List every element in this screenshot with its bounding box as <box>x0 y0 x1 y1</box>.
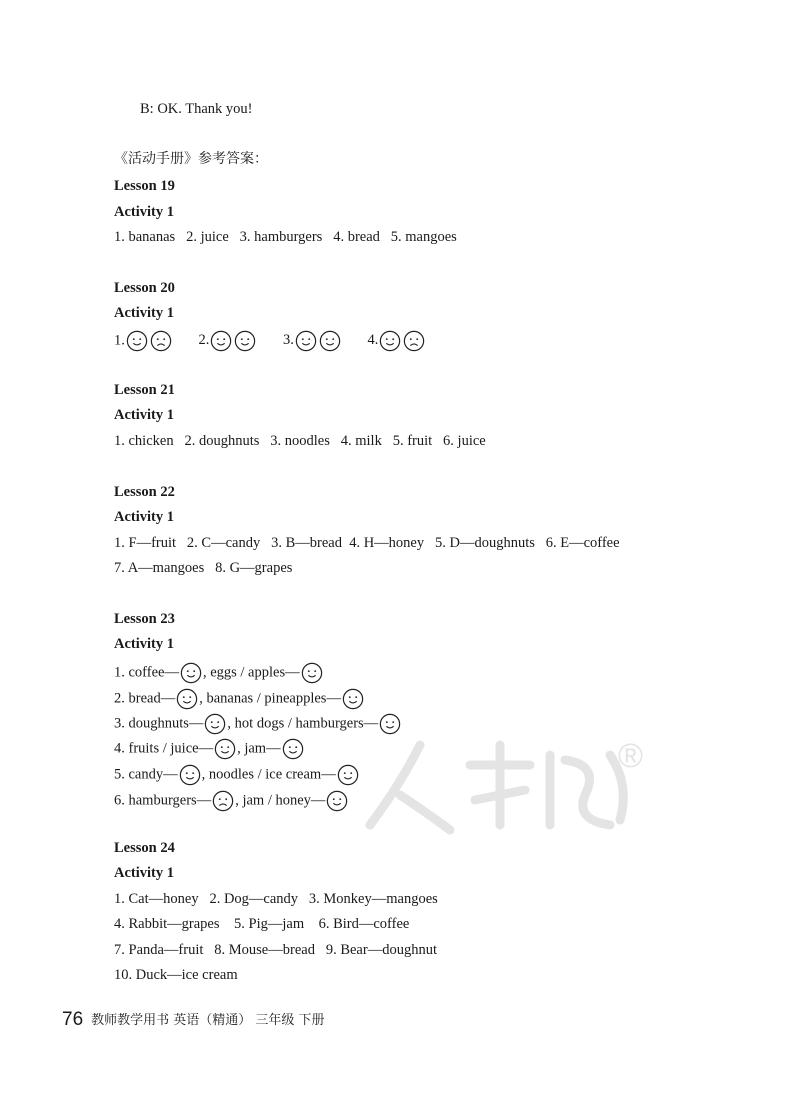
answer-text: 2. bread— <box>114 690 176 707</box>
sad-face-icon <box>150 330 172 352</box>
answer-text: , jam / honey— <box>235 792 326 809</box>
lesson-21-activity: Activity 1 <box>114 407 174 423</box>
lesson-21-answers: 1. chicken 2. doughnuts 3. noodles 4. milk 5. fruit 6. juice <box>114 433 486 449</box>
lesson-20-activity: Activity 1 <box>114 305 174 321</box>
happy-face-icon <box>337 764 359 786</box>
sad-face-icon <box>212 790 234 812</box>
lesson-20-title: Lesson 20 <box>114 280 175 296</box>
happy-face-icon <box>301 662 323 684</box>
happy-face-icon <box>295 330 317 352</box>
lesson-22-title: Lesson 22 <box>114 484 175 500</box>
happy-face-icon <box>326 790 348 812</box>
item-number: 2. <box>198 332 210 349</box>
answer-text: , eggs / apples— <box>202 664 300 681</box>
page-number: 76 <box>62 1009 84 1030</box>
lesson-24-answers-line-4: 10. Duck—ice cream <box>114 967 238 983</box>
lesson-19-title: Lesson 19 <box>114 178 175 194</box>
page-footer <box>62 1009 325 1031</box>
lesson-23-title: Lesson 23 <box>114 611 175 627</box>
happy-face-icon <box>126 330 148 352</box>
lesson-24-activity: Activity 1 <box>114 865 174 881</box>
answer-text: , bananas / pineapples— <box>199 690 341 707</box>
happy-face-icon <box>379 330 401 352</box>
lesson-23-row-2 <box>114 688 365 710</box>
happy-face-icon <box>176 688 198 710</box>
answer-text: 5. candy— <box>114 766 178 783</box>
happy-face-icon <box>319 330 341 352</box>
lesson-23-row-5 <box>114 764 360 786</box>
lesson-23-row-1 <box>114 662 324 684</box>
happy-face-icon <box>379 713 401 735</box>
happy-face-icon <box>342 688 364 710</box>
answer-text: 3. doughnuts— <box>114 715 204 732</box>
lesson-23-row-3 <box>114 713 402 735</box>
answer-text: 6. hamburgers— <box>114 792 212 809</box>
lesson-23-row-4 <box>114 738 305 760</box>
happy-face-icon <box>214 738 236 760</box>
happy-face-icon <box>282 738 304 760</box>
publisher-watermark <box>360 725 660 845</box>
lesson-24-answers-line-1: 1. Cat—honey 2. Dog—candy 3. Monkey—mangoes <box>114 891 438 907</box>
dialogue-line: B: OK. Thank you! <box>140 101 253 117</box>
lesson-23-row-6 <box>114 790 349 812</box>
happy-face-icon <box>204 713 226 735</box>
happy-face-icon <box>179 764 201 786</box>
lesson-24-title: Lesson 24 <box>114 840 175 856</box>
lesson-22-activity: Activity 1 <box>114 509 174 525</box>
sad-face-icon <box>403 330 425 352</box>
lesson-19-answers: 1. bananas 2. juice 3. hamburgers 4. bread 5. mangoes <box>114 229 457 245</box>
answer-text: , hot dogs / hamburgers— <box>227 715 379 732</box>
answer-text: 4. fruits / juice— <box>114 740 214 757</box>
happy-face-icon <box>234 330 256 352</box>
lesson-19-activity: Activity 1 <box>114 204 174 220</box>
book-title: 教师教学用书 英语（精通） 三年级 下册 <box>91 1013 325 1028</box>
lesson-20-answers <box>114 330 426 352</box>
lesson-24-answers-line-2: 4. Rabbit—grapes 5. Pig—jam 6. Bird—coffee <box>114 916 410 932</box>
answer-text: , jam— <box>237 740 281 757</box>
answer-text: 1. coffee— <box>114 664 179 681</box>
lesson-21-title: Lesson 21 <box>114 382 175 398</box>
lesson-23-activity: Activity 1 <box>114 636 174 652</box>
lesson-22-answers-line-1: 1. F—fruit 2. C—candy 3. B—bread 4. H—honey 5. D—doughnuts 6. E—coffee <box>114 535 620 551</box>
answer-text: , noodles / ice cream— <box>201 766 336 783</box>
happy-face-icon <box>180 662 202 684</box>
happy-face-icon <box>210 330 232 352</box>
item-number: 1. <box>114 332 125 349</box>
item-number: 4. <box>367 332 379 349</box>
lesson-24-answers-line-3: 7. Panda—fruit 8. Mouse—bread 9. Bear—doughnut <box>114 942 437 958</box>
lesson-22-answers-line-2: 7. A—mangoes 8. G—grapes <box>114 560 293 576</box>
answers-heading: 《活动手册》参考答案： <box>114 151 268 167</box>
registered-mark: ® <box>618 737 644 775</box>
item-number: 3. <box>283 332 294 349</box>
